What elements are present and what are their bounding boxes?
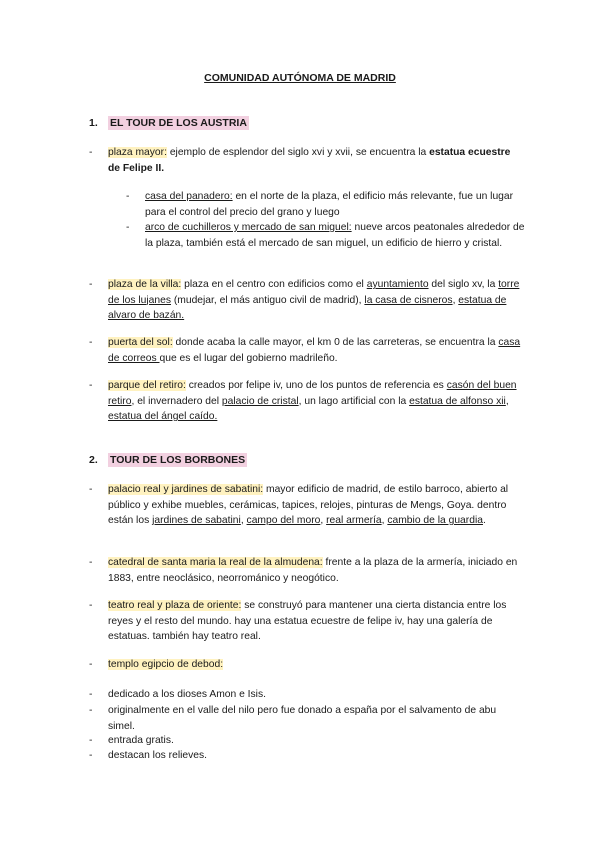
bullet-body: entrada gratis. [108, 735, 174, 746]
bullet-label: puerta del sol: [108, 337, 173, 348]
underlined-term: real armería [326, 515, 382, 526]
bullet-dash: - [126, 191, 130, 202]
underlined-term: estatua de alfonso xii [409, 395, 506, 407]
bullet-text: (mudejar, el más antiguo civil de madrid), [170, 294, 365, 306]
underlined-term: jardines de sabatini [152, 515, 241, 526]
bullet-text: se construyó para mantener una cierta distancia entre los reyes y el resto del mundo. hay una estatua ecuestre de felipe iv, hay una galería de estatuas. también hay teatro real. [108, 600, 507, 642]
underlined-term: torre de los lujanes [108, 279, 520, 306]
bullet-dash: - [89, 735, 93, 746]
bullet-body [108, 145, 523, 176]
section-heading-borbones [89, 454, 247, 466]
bullet-body [108, 482, 523, 529]
bullet-label: parque del retiro: [108, 380, 186, 391]
bullet-text: nueve arcos peatonales alrededor de la plaza, también está el mercado de san miguel, un edificio de hierro y cristal. [145, 222, 525, 249]
bullet-text: mayor edificio de madrid, de estilo barroco, abierto al público y exhibe muebles, cerámicas, tapices, relojes, pinturas de Mengs, Goya. dentro están los [108, 484, 509, 526]
bullet-text: donde acaba la calle mayor, el km 0 de las carreteras, se encuentra la [172, 337, 499, 348]
section-title: EL TOUR DE LOS AUSTRIA [110, 117, 247, 129]
underlined-term: arco de cuchilleros y mercado de san miguel: [145, 222, 352, 233]
bullet-dash: - [89, 147, 93, 158]
bullet-text: . [482, 515, 486, 526]
underlined-term: ayuntamiento [366, 279, 429, 290]
underlined-term: casón del buen retiro [108, 380, 517, 407]
bullet-dash: - [89, 659, 93, 670]
bullet-body [145, 189, 527, 220]
bullet-text: , el invernadero del [131, 395, 222, 407]
bullet-body [108, 555, 523, 586]
section-heading-austria [89, 117, 249, 129]
bullet-text: creados por felipe iv, uno de los puntos de referencia es [185, 380, 447, 391]
underlined-term: estatua de alvaro de bazán. [108, 294, 507, 321]
underlined-term: casa del panadero: [145, 191, 233, 202]
underlined-term: estatua del ángel caído. [108, 411, 218, 422]
bullet-body: originalmente en el valle del nilo pero fue donado a españa por el salvamento de abu simel. [108, 705, 497, 732]
bullet-text: , [240, 515, 247, 526]
bullet-label: teatro real y plaza de oriente: [108, 600, 242, 611]
bullet-dash: - [89, 689, 93, 700]
bullet-body [145, 220, 527, 251]
bullet-label: palacio real y jardines de sabatini: [108, 484, 264, 495]
bullet-body [108, 335, 523, 366]
bullet-body: destacan los relieves. [108, 750, 208, 761]
bullet-dash: - [89, 279, 93, 290]
bullet-body [108, 598, 523, 645]
bullet-text: del siglo xv, la [428, 279, 499, 290]
bullet-text: , un lago artificial con la [298, 395, 410, 407]
underlined-term: palacio de cristal [221, 395, 299, 407]
bullet-dash: - [89, 705, 93, 716]
bullet-body: dedicado a los dioses Amon e Isis. [108, 689, 266, 700]
bullet-body [108, 277, 523, 324]
underlined-term: la casa de cisneros [364, 294, 453, 306]
bullet-dash: - [89, 484, 93, 495]
section-number: 1. [89, 117, 98, 129]
bullet-label: plaza de la villa: [108, 279, 182, 290]
bullet-text: plaza en el centro con edificios como el [181, 279, 367, 290]
bullet-label: catedral de santa maria la real de la almudena: [108, 557, 323, 568]
bullet-text: , [381, 515, 388, 526]
bullet-text: , [505, 395, 509, 407]
section-number: 2. [89, 454, 98, 466]
document-title: COMUNIDAD AUTÓNOMA DE MADRID [204, 72, 396, 84]
bullet-dash: - [89, 750, 93, 761]
bullet-text: , [320, 515, 327, 526]
bullet-dash: - [126, 222, 130, 233]
bullet-text: ejemplo de esplendor del siglo xvi y xvii, se encuentra la [166, 147, 430, 158]
bullet-dash: - [89, 380, 93, 391]
bullet-dash: - [89, 557, 93, 568]
underlined-term: cambio de la guardia [387, 515, 483, 526]
underlined-term: campo del moro [246, 515, 321, 526]
bullet-text: que es el lugar del gobierno madrileño. [159, 352, 338, 364]
section-title: TOUR DE LOS BORBONES [110, 454, 246, 466]
bullet-text: frente a la plaza de la armería, iniciado en 1883, entre neoclásico, neorrománico y neogótico. [108, 557, 518, 584]
bullet-label: templo egipcio de debod: [108, 659, 224, 670]
bullet-label: plaza mayor: [108, 147, 167, 158]
bullet-text: en el norte de la plaza, el edificio más relevante, fue un lugar para el control del precio del grano y luego [145, 191, 514, 218]
bullet-dash: - [89, 600, 93, 611]
bullet-body [108, 378, 523, 425]
underlined-term: casa de correos [108, 337, 521, 364]
bullet-bold-text: estatua ecuestre de Felipe II. [108, 147, 511, 174]
bullet-dash: - [89, 337, 93, 348]
bullet-text: , [452, 294, 459, 306]
bullet-body [108, 657, 523, 673]
